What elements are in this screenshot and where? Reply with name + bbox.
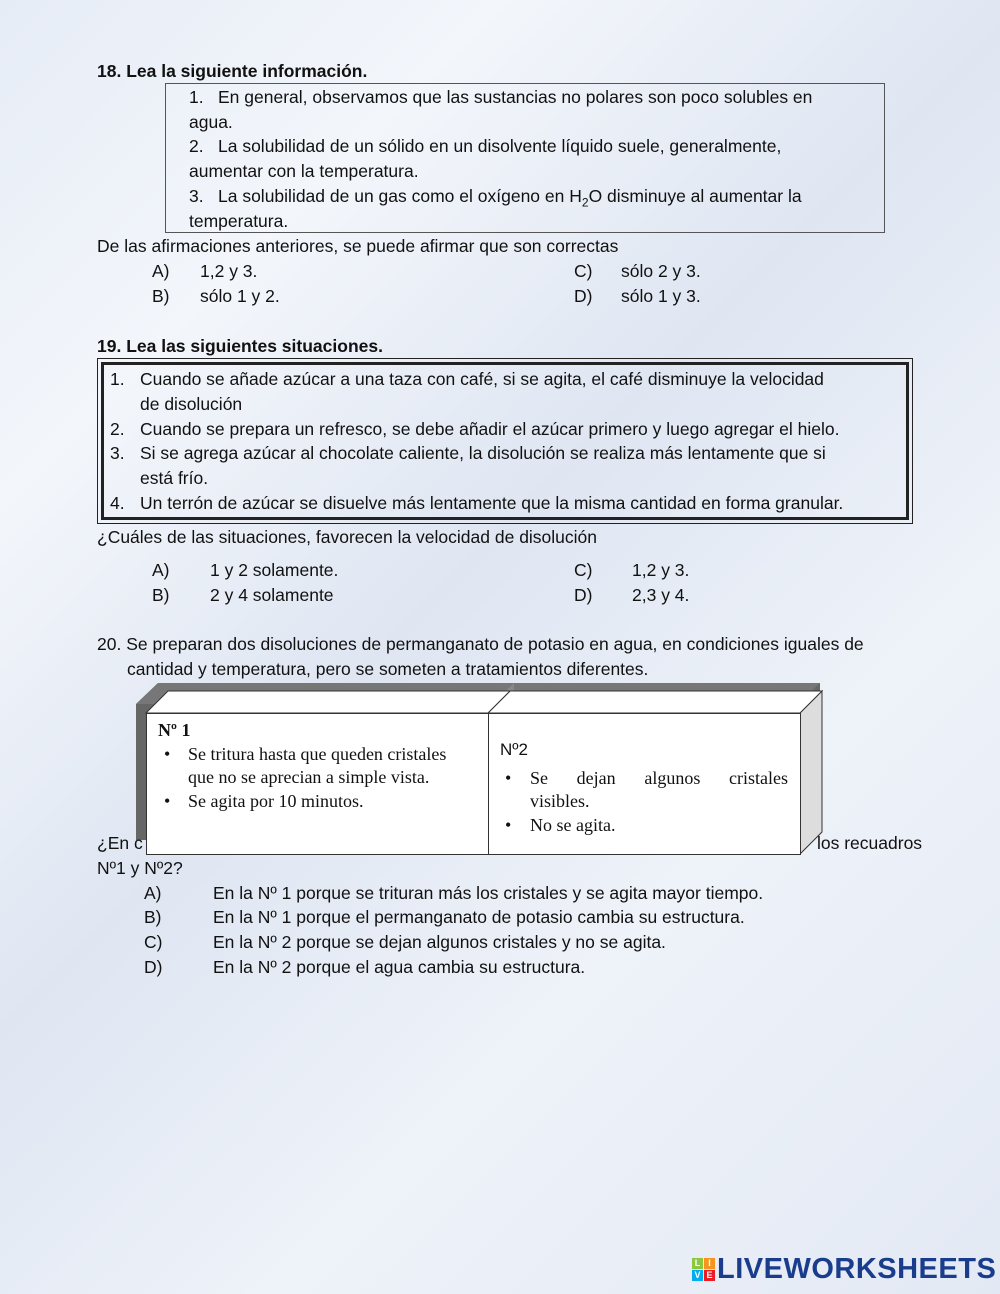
logo-icon-letter: L: [692, 1258, 703, 1269]
q19-option-a-letter[interactable]: A): [152, 560, 170, 580]
q19-item-3-line2: está frío.: [140, 468, 209, 488]
card2-word: cristales: [729, 768, 788, 788]
q18-option-b-text[interactable]: sólo 1 y 2.: [200, 286, 280, 306]
q18-item-1-num: 1.: [189, 87, 204, 107]
q19-title: 19. Lea las siguientes situaciones.: [97, 336, 383, 356]
q20-option-c-letter[interactable]: C): [144, 932, 163, 952]
q19-option-d-letter[interactable]: D): [574, 585, 593, 605]
card2-bullet-1-line2: visibles.: [530, 791, 590, 811]
q18-item-2-line2: aumentar con la temperatura.: [189, 161, 419, 181]
q18-title: 18. Lea la siguiente información.: [97, 61, 368, 81]
q20-option-b-text[interactable]: En la Nº 1 porque el permanganato de potasio cambia su estructura.: [213, 907, 745, 927]
logo-icon-letter: V: [692, 1270, 703, 1281]
q19-item-2-num: 2.: [110, 419, 125, 439]
card2-word: algunos: [644, 768, 701, 788]
q18-option-a-text[interactable]: 1,2 y 3.: [200, 261, 258, 281]
q20-option-d-text[interactable]: En la Nº 2 porque el agua cambia su estructura.: [213, 957, 586, 977]
q19-prompt: ¿Cuáles de las situaciones, favorecen la velocidad de disolución: [97, 527, 598, 547]
q20-prompt-line2: Nº1 y Nº2?: [97, 858, 183, 878]
card2-bullet-2-icon: •: [505, 815, 512, 835]
card2-word: Se: [530, 768, 548, 788]
q19-item-3-num: 3.: [110, 443, 125, 463]
q20-option-b-letter[interactable]: B): [144, 907, 162, 927]
card1-bullet-1-line1: Se tritura hasta que queden cristales: [188, 744, 447, 764]
q18-item-3-num: 3.: [189, 186, 204, 206]
q20-option-a-text[interactable]: En la Nº 1 porque se trituran más los cristales y se agita mayor tiempo.: [213, 883, 764, 903]
card1-bullet-1-icon: •: [164, 744, 171, 764]
q20-option-a-letter[interactable]: A): [144, 883, 162, 903]
card-right-face: [800, 691, 822, 854]
card1-bullet-1-line2: que no se aprecian a simple vista.: [188, 767, 430, 787]
card2-bullet-1-line1: [530, 768, 788, 789]
card1-top-face: [146, 691, 510, 713]
q18-item-3-line2: temperatura.: [189, 211, 289, 231]
q18-option-c-letter[interactable]: C): [574, 261, 593, 281]
q20-option-c-text[interactable]: En la Nº 2 porque se dejan algunos cristales y no se agita.: [213, 932, 666, 952]
subscript-2: 2: [581, 195, 589, 210]
q18-option-b-letter[interactable]: B): [152, 286, 170, 306]
q20-prompt-left: ¿En c: [97, 833, 143, 853]
q19-option-c-letter[interactable]: C): [574, 560, 593, 580]
q19-item-1-line1: Cuando se añade azúcar a una taza con café, si se agita, el café disminuye la velocidad: [140, 369, 824, 389]
q20-statement-line1: 20. Se preparan dos disoluciones de permanganato de potasio en agua, en condiciones iguales de: [97, 634, 864, 654]
card2-bullet-2: No se agita.: [530, 815, 616, 835]
q18-item-1-line2: agua.: [189, 112, 233, 132]
q18-item-3-line1: La solubilidad de un gas como el oxígeno en $H_2O$ disminuye al aumentar la: [218, 186, 802, 210]
q19-item-4-num: 4.: [110, 493, 125, 513]
q19-item-4-line1: Un terrón de azúcar se disuelve más lentamente que la misma cantidad en forma granular.: [140, 493, 844, 513]
q20-prompt-right: los recuadros: [817, 833, 923, 853]
q19-item-1-num: 1.: [110, 369, 125, 389]
liveworksheets-logo-icon: [692, 1258, 716, 1282]
q19-item-2-line1: Cuando se prepara un refresco, se debe añadir el azúcar primero y luego agregar el hielo.: [140, 419, 840, 439]
q18-item-1-line1: En general, observamos que las sustancias no polares son poco solubles en: [218, 87, 813, 107]
card2-title: Nº2: [500, 740, 528, 759]
card2-bullet-1-icon: •: [505, 768, 512, 788]
logo-icon-letter: E: [704, 1270, 715, 1281]
q20-statement-line2: cantidad y temperatura, pero se someten a tratamientos diferentes.: [127, 659, 649, 679]
card1-bullet-2: Se agita por 10 minutos.: [188, 791, 364, 811]
q19-item-1-line2: de disolución: [140, 394, 243, 414]
card2-word: dejan: [576, 768, 616, 788]
q19-option-d-text[interactable]: 2,3 y 4.: [632, 585, 690, 605]
q19-option-a-text[interactable]: 1 y 2 solamente.: [210, 560, 339, 580]
q18-item-2-line1: La solubilidad de un sólido en un disolvente líquido suele, generalmente,: [218, 136, 782, 156]
q19-option-b-text[interactable]: 2 y 4 solamente: [210, 585, 334, 605]
q18-option-d-text[interactable]: sólo 1 y 3.: [621, 286, 701, 306]
q19-item-3-line1: Si se agrega azúcar al chocolate caliente, la disolución se realiza más lentamente que si: [140, 443, 826, 463]
liveworksheets-logo-text: LIVEWORKSHEETS: [717, 1253, 997, 1285]
q20-option-d-letter[interactable]: D): [144, 957, 163, 977]
q18-option-d-letter[interactable]: D): [574, 286, 593, 306]
card2-top-face: [488, 691, 822, 713]
logo-icon-letter: I: [704, 1258, 715, 1269]
q19-option-c-text[interactable]: 1,2 y 3.: [632, 560, 690, 580]
q18-item-2-num: 2.: [189, 136, 204, 156]
q18-option-c-text[interactable]: sólo 2 y 3.: [621, 261, 701, 281]
card1-bullet-2-icon: •: [164, 791, 171, 811]
q19-option-b-letter[interactable]: B): [152, 585, 170, 605]
card1-title: Nº 1: [158, 720, 191, 740]
q18-option-a-letter[interactable]: A): [152, 261, 170, 281]
q18-prompt: De las afirmaciones anteriores, se puede afirmar que son correctas: [97, 236, 619, 256]
